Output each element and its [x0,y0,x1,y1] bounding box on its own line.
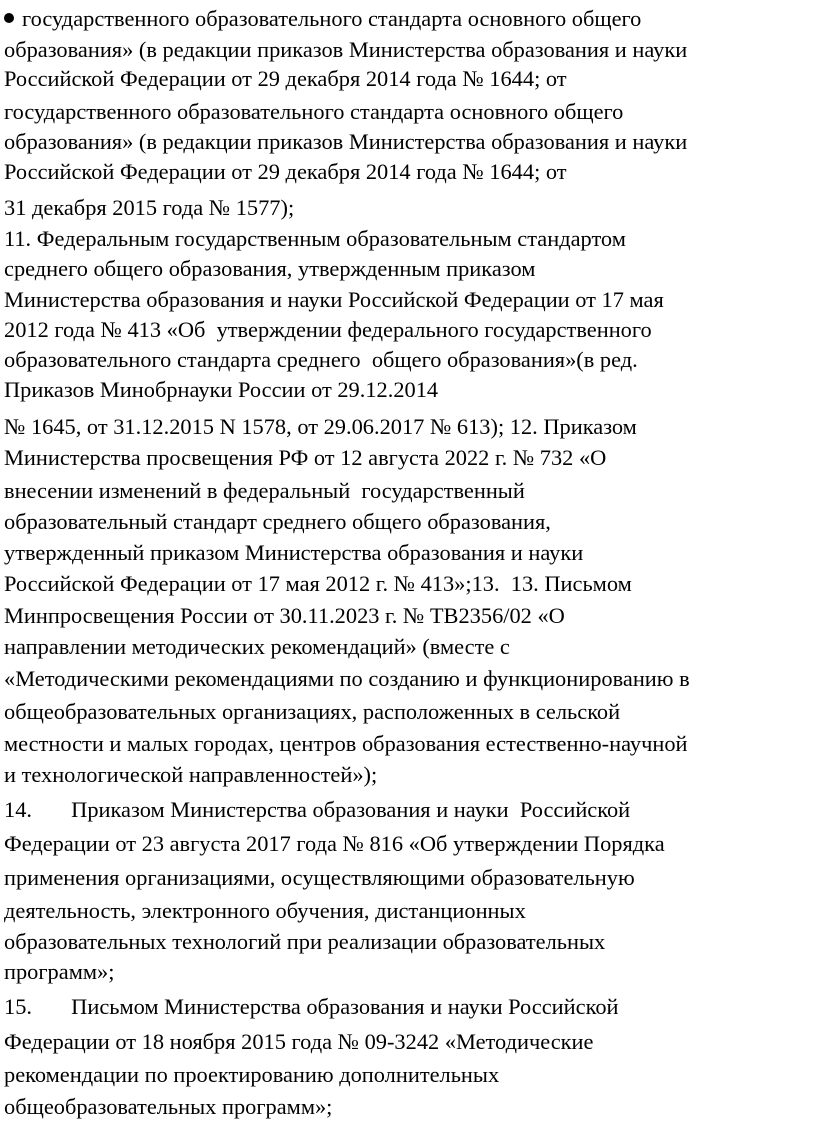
text-line: Российской Федерации от 29 декабря 2014 года № 1644; от [4,66,567,91]
text-line: № 1645, от 31.12.2015 N 1578, от 29.06.2017 № 613); 12. Приказом [4,414,637,439]
text-line: Федерации от 18 ноября 2015 года № 09-3242 «Методические [4,1029,594,1054]
text-line: деятельность, электронного обучения, дистанционных [4,898,526,923]
text-line: Минпросвещения России от 30.11.2023 г. № ТВ2356/02 «О [4,603,565,628]
text-line: образовательный стандарт среднего общего образования, [4,509,551,534]
text-line: 15. Письмом Министерства образования и науки Российской [4,994,619,1019]
bullet-icon [4,13,14,23]
text-line: общеобразовательных программ»; [4,1094,333,1119]
text-line: среднего общего образования, утвержденным приказом [4,256,536,281]
text-line: Министерства просвещения РФ от 12 августа 2022 г. № 732 «О [4,445,607,470]
text-line: Федерации от 23 августа 2017 года № 816 «Об утверждении Порядка [4,831,665,856]
text-line: образования» (в редакции приказов Министерства образования и науки [4,37,688,62]
text-line: программ»; [4,959,115,984]
text-line: 2012 года № 413 «Об утверждении федерального государственного [4,317,652,342]
text-line: государственного образовательного стандарта основного общего [4,99,624,124]
text-line: 31 декабря 2015 года № 1577); [4,195,295,220]
text-line: общеобразовательных организациях, расположенных в сельской [4,699,621,724]
text-line: 14. Приказом Министерства образования и науки Российской [4,797,631,822]
text-line: образования» (в редакции приказов Министерства образования и науки [4,129,688,154]
text-line: Приказов Минобрнауки России от 29.12.2014 [4,377,439,402]
text-line: рекомендации по проектированию дополнительных [4,1062,500,1087]
text-line: образовательных технологий при реализации образовательных [4,929,606,954]
text-line: и технологической направленностей»); [4,762,378,787]
text-line: Министерства образования и науки Российской Федерации от 17 мая [4,287,664,312]
text-line: государственного образовательного стандарта основного общего [4,4,641,33]
text-line: Российской Федерации от 17 мая 2012 г. № 413»;13. 13. Письмом [4,571,632,596]
text-line: 11. Федеральным государственным образовательным стандартом [4,226,626,251]
text-line: внесении изменений в федеральный государственный [4,478,525,503]
text-line: направлении методических рекомендаций» (вместе с [4,634,510,659]
text-line: утвержденный приказом Министерства образования и науки [4,540,584,565]
text-line: местности и малых городах, центров образования естественно-научной [4,731,688,756]
text-line: «Методическими рекомендациями по созданию и функционированию в [4,666,690,691]
text-line: Российской Федерации от 29 декабря 2014 года № 1644; от [4,159,567,184]
text-line: образовательного стандарта среднего общего образования»(в ред. [4,347,638,372]
text-line: применения организациями, осуществляющими образовательную [4,865,635,890]
